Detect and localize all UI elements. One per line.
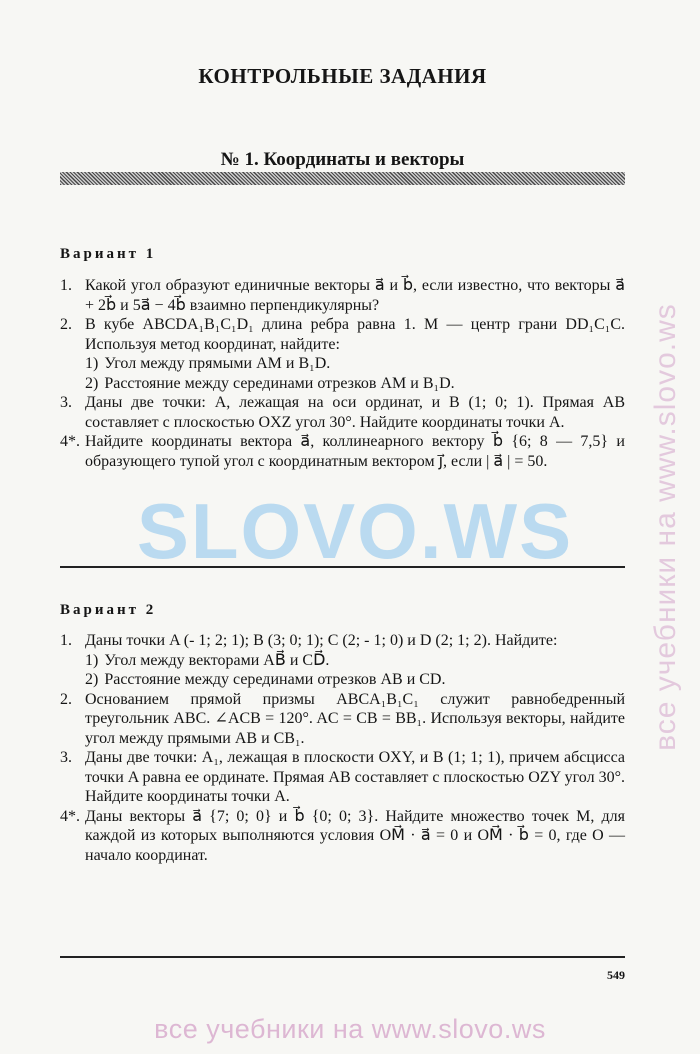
subtask-item (85, 354, 625, 374)
subtask-text: Угол между векторами AB⃗ и CD⃗. (104, 651, 330, 669)
task-number: 1. (60, 632, 72, 649)
page-number: 549 (607, 968, 625, 982)
task-item (60, 631, 625, 690)
subtask-text: Расстояние между серединами отрезков AB и CD. (104, 671, 446, 688)
task-number: 3. (60, 749, 72, 766)
task-number: 4*. (60, 807, 80, 825)
footer-divider (60, 956, 625, 958)
task-text: Какой угол образуют единичные векторы a⃗ и b⃗, если известно, что векторы a⃗ + 2b⃗ и 5a⃗ − 4b⃗ взаимно перпендикулярны? (85, 277, 625, 314)
section-title: КОНТРОЛЬНЫЕ ЗАДАНИЯ (198, 64, 487, 88)
subtask-number: 2) (85, 671, 99, 688)
subtask-text: Угол между прямыми AM и B₁D. (104, 355, 331, 372)
subtask-text: Расстояние между серединами отрезков AM и B₁D. (104, 374, 455, 392)
task-text: Даны две точки: A, лежащая на оси ординат, и B (1; 0; 1). Прямая AB составляет с плоскостью OXZ угол 30°. Найдите координаты точки A. (85, 394, 625, 431)
task-number: 4*. (60, 433, 80, 450)
task-number: 2. (60, 316, 72, 333)
subtask-item (85, 651, 625, 671)
task-number: 3. (60, 394, 72, 411)
task-item (60, 315, 625, 393)
task-item (60, 432, 625, 471)
task-text: Даны векторы a⃗ {7; 0; 0} и b⃗ {0; 0; 3}. Найдите множество точек M, для каждой из которых выполняются условия OM⃗ · a⃗ = 0 и OM⃗ · b⃗ = 0, где O — начало координат. (85, 807, 625, 864)
watermark-bottom-link[interactable]: все учебники на www.slovo.ws (154, 1014, 546, 1044)
task-text: В кубе ABCDA₁B₁C₁D₁ длина ребра равна 1. M — центр грани DD₁C₁C. Используя метод координат, найдите: (85, 316, 625, 353)
watermark-center: SLOVO.WS (136, 487, 574, 575)
hatched-divider (60, 172, 625, 185)
subtask-item (85, 670, 625, 690)
variant-1-tasks (60, 276, 625, 471)
subtask-number: 1) (85, 651, 99, 669)
task-text: Найдите координаты вектора a⃗, коллинеарного вектору b⃗ {6; 8 — 7,5} и образующего тупой угол с координатным вектором j⃗, если | a⃗ | = 50. (85, 433, 625, 470)
task-item (60, 748, 625, 807)
task-item (60, 276, 625, 315)
task-item (60, 393, 625, 432)
variant-1-heading: Вариант 1 (60, 246, 157, 262)
task-item (60, 690, 625, 749)
task-item (60, 807, 625, 866)
variant-2-heading: Вариант 2 (60, 602, 157, 618)
task-text: Основанием прямой призмы ABCA₁B₁C₁ служит равнобедренный треугольник ABC. ∠ACB = 120°. AC = CB = BB₁. Используя векторы, найдите угол между прямыми AB и CB₁. (85, 690, 625, 747)
section-divider (60, 566, 625, 568)
subtask-number: 2) (85, 374, 99, 392)
subtask-number: 1) (85, 355, 99, 372)
task-text: Даны точки A (- 1; 2; 1); B (3; 0; 1); C (2; - 1; 0) и D (2; 1; 2). Найдите: (85, 632, 558, 649)
watermark-side: все учебники на www.slovo.ws (649, 303, 682, 751)
task-text: Даны две точки: A₁, лежащая в плоскости OXY, и B (1; 1; 1), причем абсцисса точки A равна ее ординате. Прямая AB составляет с плоскостью OZY угол 30°. Найдите координаты точки A. (85, 749, 625, 805)
subtask-item (85, 374, 625, 394)
task-number: 2. (60, 690, 72, 708)
variant-2-tasks (60, 631, 625, 865)
chapter-title: № 1. Координаты и векторы (220, 149, 465, 170)
task-number: 1. (60, 277, 72, 294)
